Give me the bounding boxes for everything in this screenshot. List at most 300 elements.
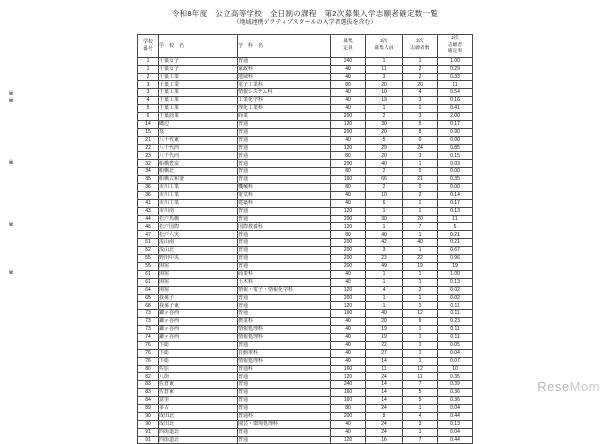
row-capacity: 120 — [331, 302, 366, 310]
row-second-rate: 0.17 — [438, 199, 473, 207]
row-school: 市川工業 — [159, 199, 238, 207]
row-second-rate: 0.02 — [438, 286, 473, 294]
row-school: 鎌ヶ谷西 — [159, 326, 238, 334]
row-school: 関宿 — [159, 278, 238, 286]
table-row — [138, 191, 473, 199]
row-course: 情報処理科 — [238, 333, 331, 341]
row-school: 船橋北 — [159, 168, 238, 176]
row-no: 2 — [138, 73, 159, 81]
row-capacity: 40 — [331, 341, 366, 349]
row-second-capacity: 24 — [366, 420, 403, 428]
row-capacity: 200 — [331, 294, 366, 302]
table-row — [138, 105, 473, 113]
table-row — [138, 389, 473, 397]
row-second-applicants: 1 — [403, 294, 438, 302]
row-marker — [4, 394, 18, 401]
table-row — [138, 128, 473, 136]
table-row — [138, 184, 473, 192]
table-row — [138, 270, 473, 278]
table-row — [138, 397, 473, 405]
row-course: 普通 — [238, 341, 331, 349]
row-no: 3 — [138, 81, 159, 89]
row-capacity: 40 — [331, 326, 366, 334]
row-course: 工業化学科 — [238, 97, 331, 105]
row-second-capacity: 3 — [366, 73, 403, 81]
row-course: 普通 — [238, 294, 331, 302]
row-capacity: 240 — [331, 381, 366, 389]
row-second-rate: 0.00 — [438, 136, 473, 144]
row-capacity: 40 — [331, 278, 366, 286]
row-school: 泉 — [159, 128, 238, 136]
row-second-applicants: 2 — [403, 65, 438, 73]
row-second-rate: 0.90 — [438, 128, 473, 136]
row-school: 下総 — [159, 349, 238, 357]
row-school: 市川工業 — [159, 191, 238, 199]
table-row — [138, 255, 473, 263]
row-marker — [4, 319, 18, 326]
row-school: 佐倉東 — [159, 381, 238, 389]
row-marker — [4, 332, 18, 339]
row-no: 76 — [138, 341, 159, 349]
row-second-rate: 19 — [438, 262, 473, 270]
row-second-capacity: 14 — [366, 357, 403, 365]
row-course: 普通 — [238, 207, 331, 215]
row-second-rate: 0.85 — [438, 144, 473, 152]
row-course: 普通 — [238, 255, 331, 263]
row-second-applicants: 2 — [403, 286, 438, 294]
row-second-capacity: 19 — [366, 326, 403, 334]
table-row — [138, 365, 473, 373]
row-school: 我孫子東 — [159, 302, 238, 310]
row-course: 地域科 — [238, 73, 331, 81]
table-row — [138, 294, 473, 302]
row-second-capacity: 10 — [366, 191, 403, 199]
row-second-applicants: 12 — [403, 365, 438, 373]
row-course: 普通 — [238, 262, 331, 270]
watermark — [537, 379, 600, 394]
row-course: 普通 — [238, 381, 331, 389]
table-row — [138, 89, 473, 97]
table-row — [138, 310, 473, 318]
row-no: 65 — [138, 294, 159, 302]
row-capacity: 40 — [331, 65, 366, 73]
row-second-rate: 0.00 — [438, 168, 473, 176]
row-second-applicants: 22 — [403, 255, 438, 263]
row-capacity: 200 — [331, 262, 366, 270]
row-second-applicants: 1 — [403, 349, 438, 357]
table-row — [138, 357, 473, 365]
table-body — [138, 57, 473, 444]
row-second-rate: 0.21 — [438, 231, 473, 239]
row-course: 農業科 — [238, 318, 331, 326]
row-capacity: 40 — [331, 420, 366, 428]
row-second-capacity: 1 — [366, 105, 403, 113]
row-second-applicants: 2 — [403, 73, 438, 81]
row-second-rate: 0.23 — [438, 318, 473, 326]
row-marker — [4, 381, 18, 388]
row-second-capacity: 66 — [366, 176, 403, 184]
row-second-applicants: 9 — [403, 318, 438, 326]
row-second-applicants: 1 — [403, 302, 438, 310]
row-school: 流山南 — [159, 239, 238, 247]
row-second-capacity: 4 — [366, 286, 403, 294]
row-second-capacity: 20 — [366, 152, 403, 160]
table-row — [138, 168, 473, 176]
row-capacity: 80 — [331, 231, 366, 239]
header-school: 学 校 名 — [159, 35, 238, 58]
row-capacity: 40 — [331, 191, 366, 199]
row-second-applicants: 0 — [403, 136, 438, 144]
table-row — [138, 81, 473, 89]
row-course: 情報・電子・情報化学科 — [238, 286, 331, 294]
row-course: 普通 — [238, 215, 331, 223]
row-second-capacity: 19 — [366, 97, 403, 105]
table-row — [138, 207, 473, 215]
row-no: 83 — [138, 389, 159, 397]
row-no: 61 — [138, 278, 159, 286]
row-course: 普通 — [238, 373, 331, 381]
row-second-capacity: 20 — [366, 81, 403, 89]
row-no: 3 — [138, 89, 159, 97]
table-row — [138, 247, 473, 255]
row-second-rate: 0.15 — [438, 152, 473, 160]
row-second-capacity: 1 — [366, 270, 403, 278]
row-capacity: 120 — [331, 373, 366, 381]
row-second-rate: 0.04 — [438, 428, 473, 436]
row-second-capacity: 40 — [366, 160, 403, 168]
row-capacity: 40 — [331, 318, 366, 326]
row-course: 商業科 — [238, 270, 331, 278]
row-no: 80 — [138, 365, 159, 373]
row-second-rate: 0.54 — [438, 89, 473, 97]
row-course: 普通 — [238, 152, 331, 160]
row-second-applicants: 24 — [403, 144, 438, 152]
row-course: 普通 — [238, 310, 331, 318]
row-marker — [4, 112, 18, 119]
row-second-rate: 11 — [438, 215, 473, 223]
row-marker — [4, 367, 18, 374]
row-capacity: 160 — [331, 365, 366, 373]
row-school: 関宿 — [159, 286, 238, 294]
row-school: 市川工業 — [159, 184, 238, 192]
table-row — [138, 136, 473, 144]
row-second-applicants: 5 — [403, 397, 438, 405]
row-no: 68 — [138, 302, 159, 310]
row-capacity: 200 — [331, 255, 366, 263]
row-second-rate: 0.35 — [438, 176, 473, 184]
row-school: 千葉女子 — [159, 57, 238, 65]
row-second-rate: 0.44 — [438, 412, 473, 420]
row-school: 我孫子 — [159, 294, 238, 302]
row-no: 55 — [138, 262, 159, 270]
row-capacity: 80 — [331, 152, 366, 160]
row-school: 八千代西 — [159, 144, 238, 152]
row-second-rate: 0.13 — [438, 207, 473, 215]
row-second-rate: 0.14 — [438, 191, 473, 199]
row-marker — [4, 229, 18, 236]
row-capacity: 120 — [331, 144, 366, 152]
row-marker — [4, 415, 18, 422]
row-second-capacity: 2 — [366, 113, 403, 121]
table-row — [138, 420, 473, 428]
row-second-rate: 0.11 — [438, 302, 473, 310]
row-second-rate: 10 — [438, 365, 473, 373]
row-marker: ※ — [8, 270, 14, 277]
row-second-capacity: 22 — [366, 341, 403, 349]
row-second-capacity: 20 — [366, 318, 403, 326]
row-no: 91 — [138, 436, 159, 444]
row-no: 82 — [138, 373, 159, 381]
row-capacity: 40 — [331, 73, 366, 81]
row-second-capacity: 3 — [366, 247, 403, 255]
table-row — [138, 436, 473, 444]
row-school: 関宿 — [159, 270, 238, 278]
row-second-capacity: 27 — [366, 349, 403, 357]
row-second-applicants: 2 — [403, 191, 438, 199]
table-row — [138, 97, 473, 105]
row-second-rate: 0.02 — [438, 294, 473, 302]
row-second-applicants: 19 — [403, 262, 438, 270]
row-second-rate: 0.96 — [438, 255, 473, 263]
row-second-capacity: 24 — [366, 373, 403, 381]
row-second-rate: 0.44 — [438, 436, 473, 444]
row-no: 6 — [138, 113, 159, 121]
row-second-rate: 0.35 — [438, 373, 473, 381]
row-second-applicants: 1 — [403, 404, 438, 412]
row-capacity: 160 — [331, 397, 366, 405]
row-capacity: 120 — [331, 207, 366, 215]
title-block — [0, 0, 610, 28]
row-second-capacity: 1 — [366, 278, 403, 286]
table-row — [138, 113, 473, 121]
row-no: 35 — [138, 176, 159, 184]
row-capacity: 200 — [331, 128, 366, 136]
row-no: 22 — [138, 144, 159, 152]
row-marker — [4, 339, 18, 346]
row-no: 36 — [138, 191, 159, 199]
row-capacity: 40 — [331, 357, 366, 365]
row-course: 普通 — [238, 160, 331, 168]
row-no: 90 — [138, 412, 159, 420]
row-no: 73 — [138, 326, 159, 334]
row-no: 55 — [138, 255, 159, 263]
row-capacity: 40 — [331, 105, 366, 113]
row-second-rate: 0.36 — [438, 397, 473, 405]
row-course: 園芸・環境処理科 — [238, 420, 331, 428]
row-no: 76 — [138, 357, 159, 365]
row-second-applicants: 1 — [403, 247, 438, 255]
row-capacity: 160 — [331, 389, 366, 397]
row-marker — [4, 277, 18, 284]
row-no: 1 — [138, 57, 159, 65]
row-second-rate: 0.05 — [438, 341, 473, 349]
row-course: 普通 — [238, 168, 331, 176]
row-capacity: 40 — [331, 270, 366, 278]
row-no: 84 — [138, 397, 159, 405]
row-course: 普通 — [238, 231, 331, 239]
row-capacity: 40 — [331, 428, 366, 436]
row-second-applicants: 1 — [403, 231, 438, 239]
row-second-capacity: 1 — [366, 207, 403, 215]
table-row — [138, 333, 473, 341]
row-course: 普通 — [238, 389, 331, 397]
row-second-applicants: 12 — [403, 310, 438, 318]
row-second-applicants: 3 — [403, 97, 438, 105]
row-second-capacity: 24 — [366, 428, 403, 436]
row-second-capacity: 9 — [366, 412, 403, 420]
applicants-table — [137, 34, 473, 444]
row-school: 四街道北 — [159, 436, 238, 444]
row-marker — [4, 208, 18, 215]
row-capacity: 120 — [331, 436, 366, 444]
row-second-capacity: 2 — [366, 184, 403, 192]
row-school: 松戸国際 — [159, 223, 238, 231]
row-capacity: 120 — [331, 223, 366, 231]
row-marker: ※ — [8, 222, 14, 229]
row-course: 普通 — [238, 247, 331, 255]
table-row — [138, 65, 473, 73]
row-capacity: 40 — [331, 89, 366, 97]
row-course: 普通 — [238, 176, 331, 184]
table-row — [138, 239, 473, 247]
row-second-rate: 0.03 — [438, 160, 473, 168]
row-no: 46 — [138, 223, 159, 231]
row-second-capacity: 5 — [366, 136, 403, 144]
row-no: 23 — [138, 152, 159, 160]
header-second-capacity: 2次 募集人員 — [366, 35, 403, 58]
table-row — [138, 404, 473, 412]
table-row — [138, 152, 473, 160]
row-second-applicants: 21 — [403, 176, 438, 184]
row-second-capacity: 1 — [366, 302, 403, 310]
row-second-applicants: 5 — [403, 389, 438, 397]
row-second-rate: 0.11 — [438, 326, 473, 334]
row-capacity: 80 — [331, 404, 366, 412]
table-row — [138, 57, 473, 65]
row-second-applicants: 1 — [403, 341, 438, 349]
table-row — [138, 341, 473, 349]
row-second-rate: 0.11 — [438, 333, 473, 341]
table-row — [138, 176, 473, 184]
row-capacity: 40 — [331, 199, 366, 207]
row-capacity: 120 — [331, 286, 366, 294]
row-markers — [4, 91, 18, 429]
header-second-rate: 2次 志願者 確定率 — [438, 35, 473, 58]
row-second-capacity: 20 — [366, 128, 403, 136]
row-marker: ※ — [8, 98, 14, 105]
row-second-rate: 0.07 — [438, 357, 473, 365]
table-row — [138, 318, 473, 326]
watermark-suffix: Mom — [569, 379, 600, 394]
row-marker — [4, 305, 18, 312]
row-capacity: 40 — [331, 97, 366, 105]
row-capacity: 80 — [331, 168, 366, 176]
row-no: 44 — [138, 215, 159, 223]
row-no: 52 — [138, 247, 159, 255]
row-second-applicants: 1 — [403, 428, 438, 436]
row-second-applicants: 1 — [403, 278, 438, 286]
row-marker — [4, 174, 18, 181]
table-row — [138, 262, 473, 270]
row-no: 91 — [138, 428, 159, 436]
table-row — [138, 428, 473, 436]
row-school: 千葉工業 — [159, 105, 238, 113]
row-second-capacity: 2 — [366, 168, 403, 176]
row-second-applicants: 1 — [403, 270, 438, 278]
row-marker — [4, 181, 18, 188]
row-capacity: 200 — [331, 412, 366, 420]
watermark-prefix: Rese — [537, 379, 570, 394]
row-school: 成田北 — [159, 420, 238, 428]
row-no: 90 — [138, 420, 159, 428]
row-school: 千葉工業 — [159, 89, 238, 97]
row-marker — [4, 291, 18, 298]
row-marker — [4, 126, 18, 133]
row-course: 電気科 — [238, 191, 331, 199]
row-second-applicants: 1 — [403, 333, 438, 341]
row-school: 関宿 — [159, 262, 238, 270]
row-capacity: 40 — [331, 333, 366, 341]
header-no: 学校 番号 — [138, 35, 159, 58]
row-second-rate: 0.21 — [438, 239, 473, 247]
row-second-applicants: 3 — [403, 152, 438, 160]
row-course: 普通科 — [238, 365, 331, 373]
row-school: 佐原 — [159, 365, 238, 373]
row-second-rate: 0.16 — [438, 97, 473, 105]
row-school: 千葉工業 — [159, 73, 238, 81]
row-school: 下総 — [159, 357, 238, 365]
row-course: 普通科 — [238, 412, 331, 420]
row-marker — [4, 353, 18, 360]
row-second-applicants: 5 — [403, 120, 438, 128]
row-school: 富里 — [159, 397, 238, 405]
row-school: 下総 — [159, 341, 238, 349]
row-school: 千葉女子 — [159, 65, 238, 73]
table-row — [138, 160, 473, 168]
row-second-applicants: 1 — [403, 105, 438, 113]
row-second-capacity: 24 — [366, 404, 403, 412]
row-second-rate: 0.04 — [438, 349, 473, 357]
row-second-capacity: 30 — [366, 215, 403, 223]
table-row — [138, 223, 473, 231]
table-row — [138, 199, 473, 207]
table-row — [138, 215, 473, 223]
row-school: 八千代東 — [159, 136, 238, 144]
row-school: 松戸六実 — [159, 231, 238, 239]
row-capacity: 40 — [331, 136, 366, 144]
row-no: 76 — [138, 349, 159, 357]
row-second-capacity: 40 — [366, 310, 403, 318]
row-no: 1 — [138, 65, 159, 73]
row-marker — [4, 284, 18, 291]
row-school: 佐倉東 — [159, 389, 238, 397]
row-second-capacity: 14 — [366, 397, 403, 405]
row-second-applicants: 1 — [403, 199, 438, 207]
row-marker — [4, 346, 18, 353]
row-course: 普通 — [238, 302, 331, 310]
row-second-applicants: 4 — [403, 89, 438, 97]
table-row — [138, 302, 473, 310]
row-second-applicants: 7 — [403, 436, 438, 444]
row-school: 八千代西 — [159, 152, 238, 160]
row-second-applicants: 11 — [403, 373, 438, 381]
row-no: 73 — [138, 318, 159, 326]
row-marker — [4, 236, 18, 243]
row-course: 情報処理科 — [238, 326, 331, 334]
row-second-rate: 0.13 — [438, 420, 473, 428]
row-school: 市川南 — [159, 207, 238, 215]
row-second-rate: 1.00 — [438, 270, 473, 278]
